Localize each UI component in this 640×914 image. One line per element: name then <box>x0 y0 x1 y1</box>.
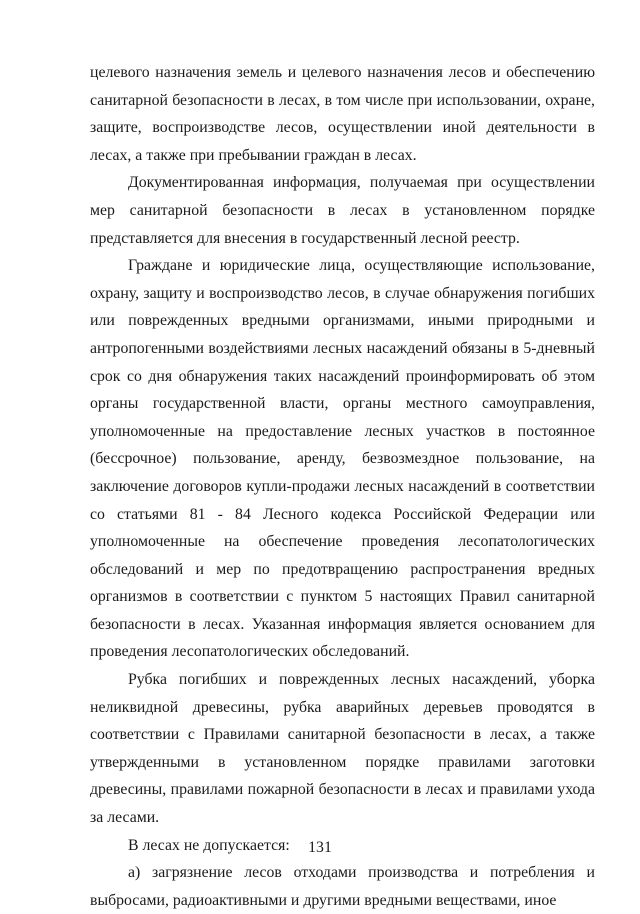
paragraph-documented-information: Документированная информация, получаемая при осуществлении мер санитарной безопасности в лесах в установленном порядке представляется для внесения в государственный лесной реестр. <box>90 174 595 247</box>
paragraph-continuation: целевого назначения земель и целевого назначения лесов и обеспечению санитарной безопасности в лесах, в том числе при использовании, охране, защите, воспроизводстве лесов, осуществлении иной деятельности в лесах, а также при пребывании граждан в лесах. <box>90 64 595 164</box>
paragraph-citizens-obligations: Граждане и юридические лица, осуществляющие использование, охрану, защиту и воспроизводство лесов, в случае обнаружения погибших или поврежденных вредными организмами, иными природными и антропогенными воздействиями лесных насаждений обязаны в 5-дневный срок со дня обнаружения таких насаждений проинформировать об этом органы государственной власти, органы местного самоуправления, уполномоченные на предоставление лесных участков в постоянное (бессрочное) пользование, аренду, безвозмездное пользование, на заключение договоров купли-продажи лесных насаждений в соответствии со статьями 81 - 84 Лесного кодекса Российской Федерации или уполномоченные на обеспечение проведения лесопатологических обследований и мер по предотвращению распространения вредных организмов в соответствии с пунктом 5 настоящих Правил санитарной безопасности в лесах. Указанная информация является основанием для проведения лесопатологических обследований. <box>90 257 595 661</box>
paragraph-felling: Рубка погибших и поврежденных лесных насаждений, уборка неликвидной древесины, рубка аварийных деревьев проводятся в соответствии с Правилами санитарной безопасности в лесах, а также утвержденными в установленном порядке правилами заготовки древесины, правилами пожарной безопасности в лесах и правилами ухода за лесами. <box>90 671 595 827</box>
page-number: 131 <box>308 839 332 856</box>
paragraph-item-a: а) загрязнение лесов отходами производства и потребления и выбросами, радиоактивными и другими вредными веществами, иное <box>90 864 595 909</box>
paragraph-prohibited-heading: В лесах не допускается: <box>128 836 290 854</box>
